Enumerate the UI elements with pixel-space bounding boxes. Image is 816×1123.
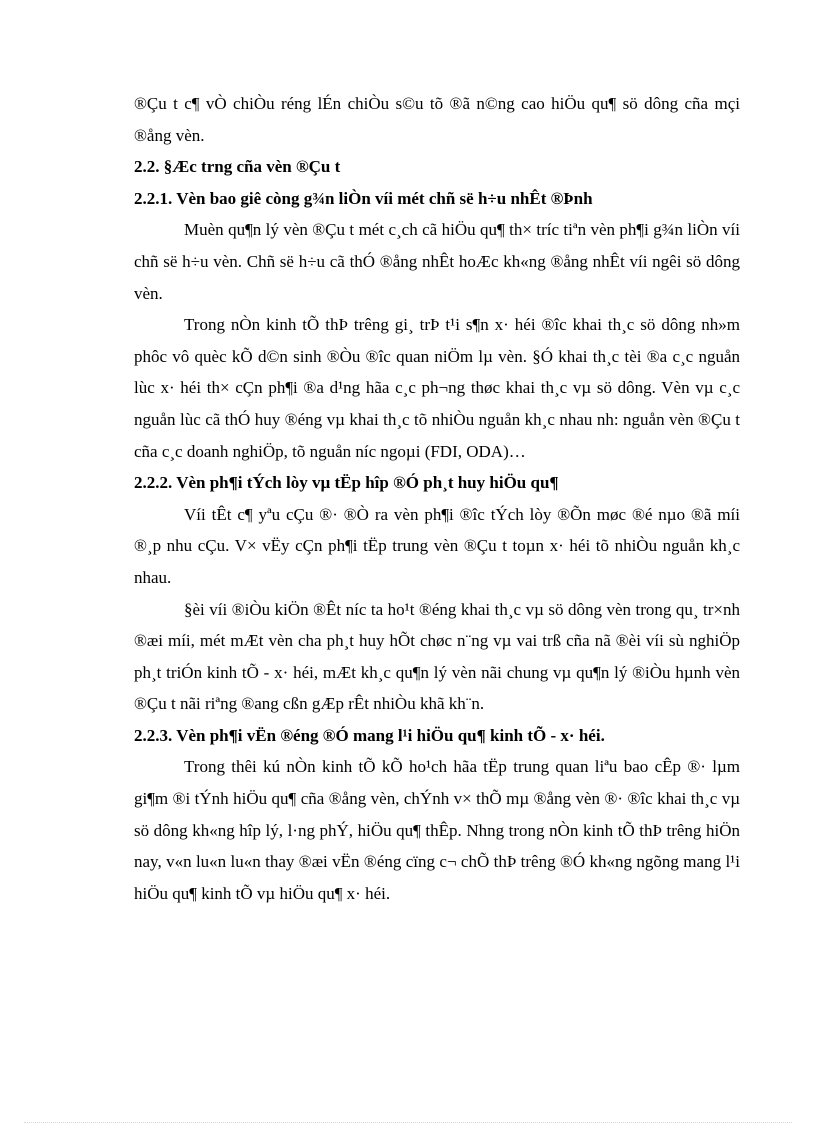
paragraph: Trong nÒn kinh tÕ thÞ trêng gi¸ trÞ t¹i s¶n x· héi ®îc khai th¸c sö dông nh»m phôc vô quèc kÕ d©n sinh ®Òu ®îc quan niÖm lµ vèn. §Ó khai th¸c tèi ®a c¸c nguån lùc x· héi th× cÇn ph¶i ®a d¹ng hãa c¸c ph¬ng thøc khai th¸c vµ sö dông. Vèn vµ c¸c nguån lùc cã thÓ huy ®éng vµ khai th¸c tõ nhiÒu nguån kh¸c nhau nh: nguån vèn ®Çu t cña c¸c doanh nghiÖp, tõ nguån níc ngoµi (FDI, ODA)…: [134, 315, 740, 461]
document-page: [134, 88, 740, 909]
section-heading-2-2: 2.2. §Æc trng cña vèn ®Çu t: [134, 157, 341, 177]
section-heading-2-2-3: 2.2.3. Vèn ph¶i vËn ®éng ®Ó mang l¹i hiÖu qu¶ kinh tÕ - x· héi.: [134, 725, 605, 745]
paragraph-continuation: ®Çu t c¶ vÒ chiÒu réng lÉn chiÒu s©u tõ ®ã n©ng cao hiÖu qu¶ sö dông cña mçi ®ång vèn.: [134, 94, 740, 145]
paragraph: §èi víi ®iÒu kiÖn ®Êt níc ta ho¹t ®éng khai th¸c vµ sö dông vèn trong qu¸ tr×nh ®æi míi, mét mÆt vèn cha ph¸t huy hÕt chøc n¨ng vµ vai trß cña nã ®èi víi sù nghiÖp ph¸t triÓn kinh tÕ - x· héi, mÆt kh¸c qu¶n lý vèn nãi chung vµ qu¶n lý ®iÒu hµnh vèn ®Çu t nãi riªng ®ang cßn gÆp rÊt nhiÒu khã kh¨n.: [134, 599, 740, 714]
paragraph: Trong thêi kú nÒn kinh tÕ kÕ ho¹ch hãa tËp trung quan liªu bao cÊp ®· lµm gi¶m ®i tÝnh hiÖu qu¶ cña ®ång vèn, chÝnh v× thÕ mµ ®ång vèn ®· ®îc khai th¸c vµ sö dông kh«ng hîp lý, l·ng phÝ, hiÖu qu¶ thÊp. Nhng trong nÒn kinh tÕ thÞ trêng hiÖn nay, v«n lu«n lu«n thay ®æi vËn ®éng cïng c¬ chÕ thÞ trêng ®Ó kh«ng ngõng mang l¹i hiÖu qu¶ kinh tÕ vµ hiÖu qu¶ x· héi.: [134, 757, 740, 903]
section-heading-2-2-1: 2.2.1. Vèn bao giê còng g¾n liÒn víi mét chñ së h÷u nhÊt ®Þnh: [134, 188, 593, 208]
paragraph: Muèn qu¶n lý vèn ®Çu t mét c¸ch cã hiÖu qu¶ th× tríc tiªn vèn ph¶i g¾n liÒn víi chñ së h÷u vèn. Chñ së h÷u cã thÓ ®ång nhÊt hoÆc kh«ng ®ång nhÊt víi ngêi sö dông vèn.: [134, 220, 740, 303]
paragraph: Víi tÊt c¶ yªu cÇu ®· ®Ò ra vèn ph¶i ®îc tÝch lòy ®Õn møc ®é nµo ®ã míi ®¸p nhu cÇu. V× vËy cÇn ph¶i tËp trung vèn ®Çu t toµn x· héi tõ nhiÒu nguån kh¸c nhau.: [134, 504, 740, 587]
section-heading-2-2-2: 2.2.2. Vèn ph¶i tÝch lòy vµ tËp hîp ®Ó ph¸t huy hiÖu qu¶: [134, 473, 559, 493]
